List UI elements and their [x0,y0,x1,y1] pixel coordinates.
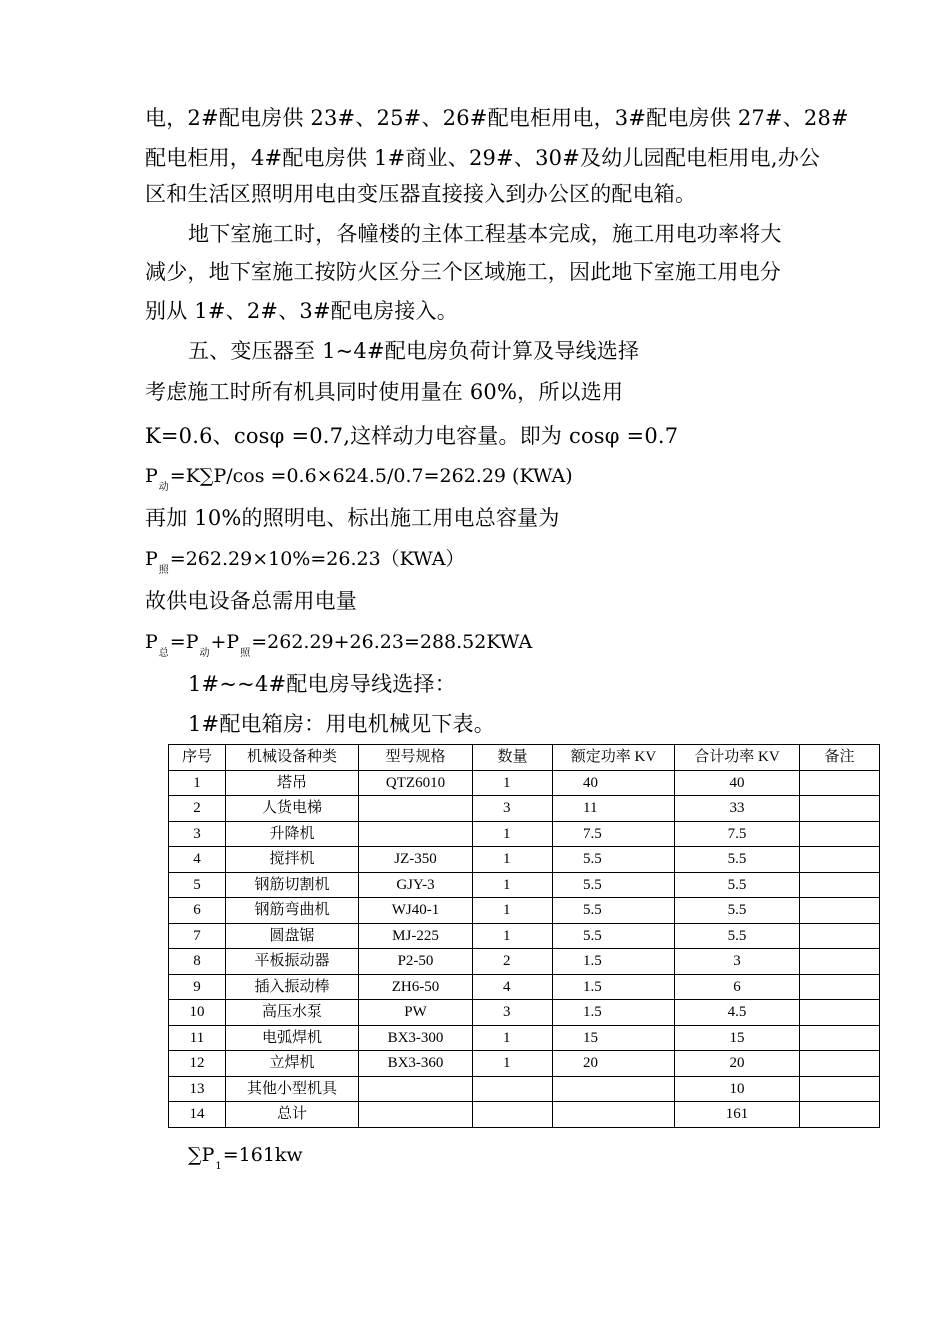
table-cell: 40 [675,770,800,796]
table-cell: 5.5 [553,872,675,898]
table-cell: 5.5 [553,898,675,924]
table-cell: 插入振动棒 [226,974,359,1000]
table-cell: P2-50 [359,949,473,975]
table-cell: 9 [169,974,226,1000]
table-cell [800,1076,880,1102]
table-cell: 1 [473,898,553,924]
table-cell [473,1076,553,1102]
paragraph-line: 减少，地下室施工按防火区分三个区域施工，因此地下室施工用电分 [145,260,781,284]
table-cell: 钢筋弯曲机 [226,898,359,924]
paragraph-line: 考虑施工时所有机具同时使用量在 60%，所以选用 [145,380,624,404]
formula-expression: =262.29×10%=26.23（KWA） [169,548,465,570]
table-cell [800,872,880,898]
paragraph-line: 再加 10%的照明电、标出施工用电总容量为 [145,506,560,530]
table-cell: 20 [675,1051,800,1077]
table-row [169,1000,880,1026]
table-cell: 20 [553,1051,675,1077]
section-heading: 五、变压器至 1~4#配电房负荷计算及导线选择 [188,339,640,363]
formula-expression: =161kw [222,1144,303,1166]
table-row [169,1102,880,1128]
table-cell: 电弧焊机 [226,1025,359,1051]
table-cell: 4 [473,974,553,1000]
table-row [169,770,880,796]
formula-operator: +P [210,631,240,653]
paragraph-line: K=0.6、cosφ =0.7,这样动力电容量。即为 cosφ =0.7 [145,424,679,448]
table-cell: 塔吊 [226,770,359,796]
table-row [169,898,880,924]
table-cell: 5.5 [553,847,675,873]
table-cell [553,1076,675,1102]
table-row [169,872,880,898]
table-cell [800,770,880,796]
table-cell: 3 [473,796,553,822]
table-cell: WJ40-1 [359,898,473,924]
table-cell [800,1102,880,1128]
table-row [169,1025,880,1051]
table-cell: 圆盘锯 [226,923,359,949]
paragraph-line: 故供电设备总需用电量 [145,589,357,613]
table-cell [800,898,880,924]
table-cell: GJY-3 [359,872,473,898]
table-cell: 5.5 [553,923,675,949]
table-cell: PW [359,1000,473,1026]
table-cell: BX3-360 [359,1051,473,1077]
table-cell: 10 [675,1076,800,1102]
table-cell: 40 [553,770,675,796]
table-cell: JZ-350 [359,847,473,873]
table-cell: 7 [169,923,226,949]
formula-symbol: ∑P [188,1144,215,1166]
table-cell: 2 [169,796,226,822]
formula-subscript: 总 [158,648,169,659]
table-caption: 1#配电箱房：用电机械见下表。 [188,712,495,736]
table-row [169,1051,880,1077]
table-row [169,821,880,847]
header-cell: 合计功率 KV [675,745,800,771]
formula-expression: =K∑P/cos =0.6×624.5/0.7=262.29 (KWA) [169,465,573,487]
table-cell: 1 [473,1025,553,1051]
table-cell: ZH6-50 [359,974,473,1000]
table-cell: 6 [675,974,800,1000]
table-cell: 4 [169,847,226,873]
table-cell: 总计 [226,1102,359,1128]
formula-p-dong [145,463,573,493]
formula-expression: =262.29+26.23=288.52KWA [251,631,533,653]
formula-subscript: 1 [215,1161,222,1172]
table-cell: 平板振动器 [226,949,359,975]
table-cell: 5 [169,872,226,898]
header-cell: 型号规格 [359,745,473,771]
table-cell: 1 [473,770,553,796]
table-row [169,923,880,949]
paragraph-line: 区和生活区照明用电由变压器直接接入到办公区的配电箱。 [145,182,697,206]
table-cell: 1 [473,923,553,949]
table-cell: 15 [675,1025,800,1051]
table-cell: MJ-225 [359,923,473,949]
header-cell: 额定功率 KV [553,745,675,771]
table-cell: 3 [473,1000,553,1026]
table-cell [800,949,880,975]
table-header-row [169,745,880,771]
table-cell: 立焊机 [226,1051,359,1077]
table-cell: 1.5 [553,974,675,1000]
table-cell: 15 [553,1025,675,1051]
table-cell: 6 [169,898,226,924]
table-cell: 3 [169,821,226,847]
table-cell: 升降机 [226,821,359,847]
table-row [169,974,880,1000]
formula-sum-p1 [188,1142,303,1172]
table-cell: 人货电梯 [226,796,359,822]
table-body [169,770,880,1127]
table-cell: 7.5 [553,821,675,847]
table-cell: 1 [473,1051,553,1077]
subsection-heading: 1#~~4#配电房导线选择： [188,672,456,696]
table-cell: 1 [473,872,553,898]
formula-subscript: 照 [158,565,169,576]
equipment-table [168,744,880,1128]
table-cell [800,821,880,847]
header-cell: 数量 [473,745,553,771]
table-cell [553,1102,675,1128]
formula-symbol: P [145,465,158,487]
table-cell: 1.5 [553,949,675,975]
formula-symbol: P [145,631,158,653]
formula-subscript: 动 [199,648,210,659]
formula-subscript: 照 [240,648,251,659]
formula-symbol: P [145,548,158,570]
paragraph-line: 别从 1#、2#、3#配电房接入。 [145,299,458,323]
table-cell [800,847,880,873]
table-cell [800,1051,880,1077]
table-cell: 1 [473,821,553,847]
table-cell: 33 [675,796,800,822]
table-cell [359,1102,473,1128]
table-cell: 5.5 [675,872,800,898]
table-cell: 5.5 [675,923,800,949]
table-cell: 1 [473,847,553,873]
table-cell: 1.5 [553,1000,675,1026]
table-cell [800,923,880,949]
table-cell [800,974,880,1000]
table-cell: 11 [169,1025,226,1051]
table-cell: 钢筋切割机 [226,872,359,898]
paragraph-line: 电，2#配电房供 23#、25#、26#配电柜用电，3#配电房供 27#、28# [145,106,849,130]
table-cell [800,796,880,822]
table-row [169,847,880,873]
header-cell: 备注 [800,745,880,771]
formula-operator: =P [169,631,199,653]
table-cell: 搅拌机 [226,847,359,873]
table-cell [800,1025,880,1051]
formula-subscript: 动 [158,482,169,493]
table-cell: 高压水泵 [226,1000,359,1026]
table-cell [359,796,473,822]
table-cell [800,1000,880,1026]
table-cell [359,1076,473,1102]
formula-p-zhao [145,546,464,576]
table-cell: 11 [553,796,675,822]
table-cell: 13 [169,1076,226,1102]
table-row [169,949,880,975]
table-cell: 2 [473,949,553,975]
table-cell: BX3-300 [359,1025,473,1051]
header-cell: 机械设备种类 [226,745,359,771]
table-cell: 8 [169,949,226,975]
table-cell: 12 [169,1051,226,1077]
table-cell: QTZ6010 [359,770,473,796]
table-cell: 3 [675,949,800,975]
paragraph-line: 配电柜用，4#配电房供 1#商业、29#、30#及幼儿园配电柜用电,办公 [145,146,821,170]
table-cell: 7.5 [675,821,800,847]
formula-p-zong [145,629,532,659]
paragraph-line: 地下室施工时，各幢楼的主体工程基本完成，施工用电功率将大 [188,222,782,246]
table-row [169,1076,880,1102]
table-cell: 其他小型机具 [226,1076,359,1102]
table-cell: 4.5 [675,1000,800,1026]
header-cell: 序号 [169,745,226,771]
table-cell [359,821,473,847]
table-cell: 5.5 [675,847,800,873]
table-cell: 14 [169,1102,226,1128]
table-cell: 161 [675,1102,800,1128]
table-cell: 5.5 [675,898,800,924]
table-row [169,796,880,822]
table-cell [473,1102,553,1128]
table-cell: 10 [169,1000,226,1026]
table-cell: 1 [169,770,226,796]
